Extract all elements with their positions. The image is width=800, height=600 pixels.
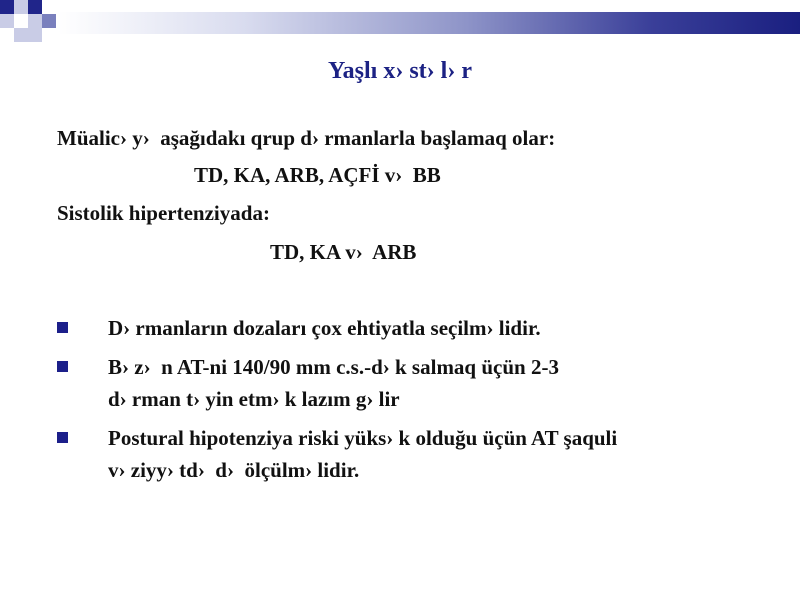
- text-line-drug-list: TD, KA, ARB, AÇFİ v› BB: [194, 163, 441, 187]
- text-line-systolic: Sistolik hipertenziyada:: [57, 201, 270, 225]
- bullet-item-text-continued: v› ziyy› td› d› ölçülm› lidir.: [108, 458, 360, 482]
- decor-square: [0, 0, 14, 14]
- bullet-item-text-continued: d› rman t› yin etm› k lazım g› lir: [108, 387, 400, 411]
- decor-square: [28, 28, 42, 42]
- bullet-item-text: D› rmanların dozaları çox ehtiyatla seçilm› lidir.: [108, 316, 541, 340]
- decor-square: [0, 14, 14, 28]
- decor-square: [28, 0, 42, 14]
- decor-square: [14, 0, 28, 14]
- bullet-item-text: Postural hipotenziya riski yüks› k olduğu üçün AT şaquli: [108, 426, 618, 450]
- decor-square: [28, 14, 42, 28]
- bullet-square-icon: [57, 361, 68, 372]
- decor-square: [14, 28, 28, 42]
- text-line-treatment: Müalic› y› aşağıdakı qrup d› rmanlarla başlamaq olar:: [57, 126, 556, 150]
- slide-title: Yaşlı x› st› l› r: [328, 58, 472, 84]
- bullet-square-icon: [57, 322, 68, 333]
- bullet-square-icon: [57, 432, 68, 443]
- bullet-item-text: B› z› n AT-ni 140/90 mm c.s.-d› k salmaq üçün 2-3: [108, 355, 559, 379]
- header-gradient-bar: [58, 12, 800, 34]
- decor-square: [42, 14, 56, 28]
- text-line-systolic-drugs: TD, KA v› ARB: [270, 240, 417, 264]
